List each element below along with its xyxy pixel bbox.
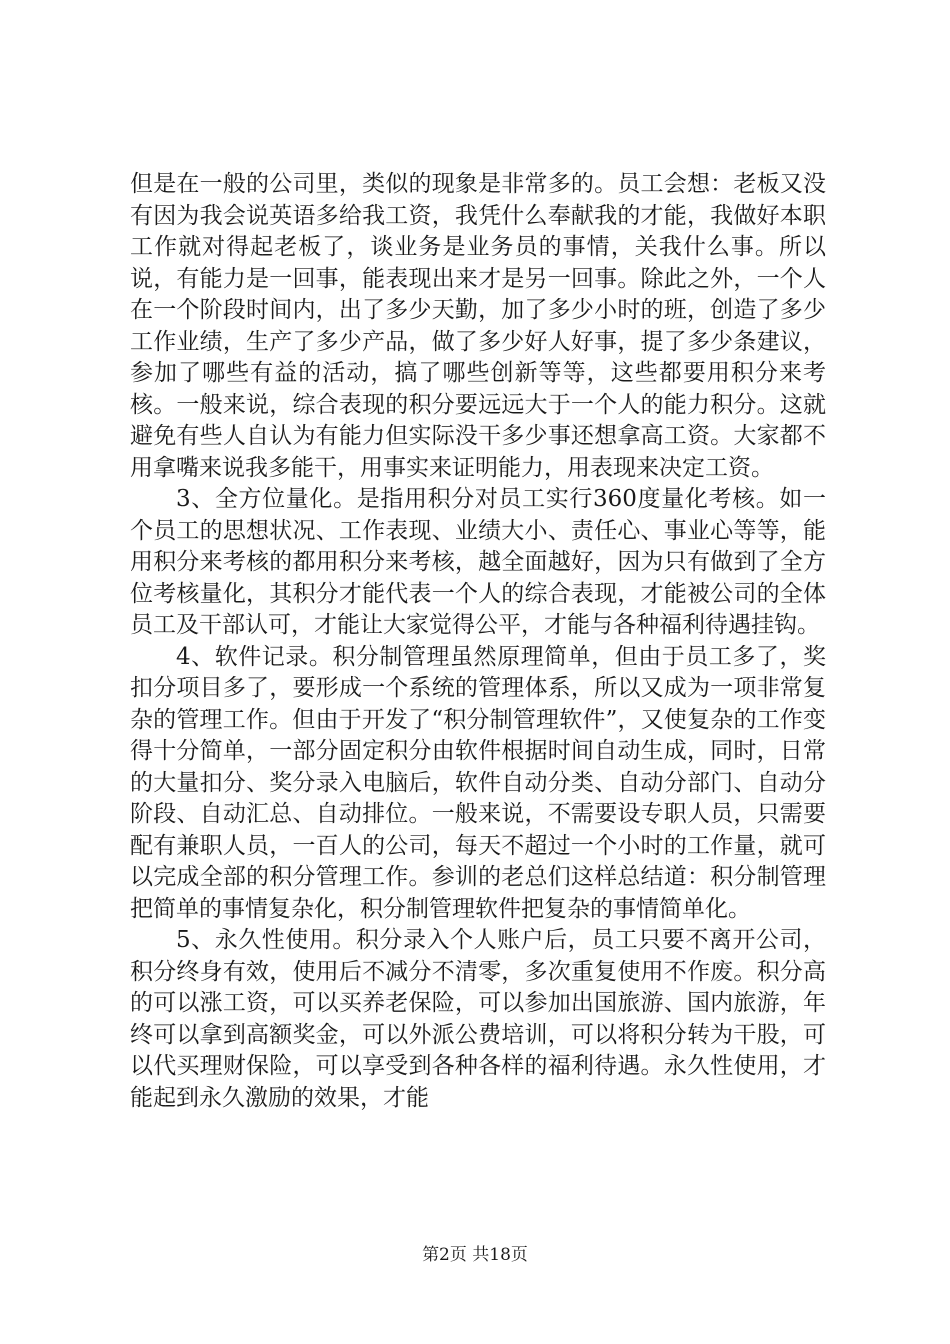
- page-number-label: 第2页 共18页: [422, 1245, 528, 1265]
- document-body: [130, 169, 826, 1114]
- paragraph-section-5: 5、永久性使用。积分录入个人账户后，员工只要不离开公司，积分终身有效，使用后不减分不清零，多次重复使用不作废。积分高的可以涨工资，可以买养老保险，可以参加出国旅游、国内旅游，年终可以拿到高额奖金，可以外派公费培训，可以将积分转为干股，可以代买理财保险，可以享受到各种各样的福利待遇。永久性使用，才能起到永久激励的效果，才能: [130, 927, 826, 1111]
- paragraph-continuation: 但是在一般的公司里，类似的现象是非常多的。员工会想：老板又没有因为我会说英语多给我工资，我凭什么奉献我的才能，我做好本职工作就对得起老板了，谈业务是业务员的事情，关我什么事。所以说，有能力是一回事，能表现出来才是另一回事。除此之外，一个人在一个阶段时间内，出了多少天勤，加了多少小时的班，创造了多少工作业绩，生产了多少产品，做了多少好人好事，提了多少条建议，参加了哪些有益的活动，搞了哪些创新等等，这些都要用积分来考核。一般来说，综合表现的积分要远远大于一个人的能力积分。这就避免有些人自认为有能力但实际没干多少事还想拿高工资。大家都不用拿嘴来说我多能干，用事实来证明能力，用表现来决定工资。: [130, 171, 826, 481]
- page-footer: [0, 1240, 950, 1265]
- paragraph-section-4: 4、软件记录。积分制管理虽然原理简单，但由于员工多了，奖扣分项目多了，要形成一个系统的管理体系，所以又成为一项非常复杂的管理工作。但由于开发了“积分制管理软件”，又使复杂的工作变得十分简单，一部分固定积分由软件根据时间自动生成，同时，日常的大量扣分、奖分录入电脑后，软件自动分类、自动分部门、自动分阶段、自动汇总、自动排位。一般来说，不需要设专职人员，只需要配有兼职人员，一百人的公司，每天不超过一个小时的工作量，就可以完成全部的积分管理工作。参训的老总们这样总结道：积分制管理把简单的事情复杂化，积分制管理软件把复杂的事情简单化。: [130, 643, 826, 922]
- paragraph-section-3: 3、全方位量化。是指用积分对员工实行360度量化考核。如一个员工的思想状况、工作表现、业绩大小、责任心、事业心等等，能用积分来考核的都用积分来考核，越全面越好，因为只有做到了全方位考核量化，其积分才能代表一个人的综合表现，才能被公司的全体员工及干部认可，才能让大家觉得公平，才能与各种福利待遇挂钩。: [130, 486, 826, 638]
